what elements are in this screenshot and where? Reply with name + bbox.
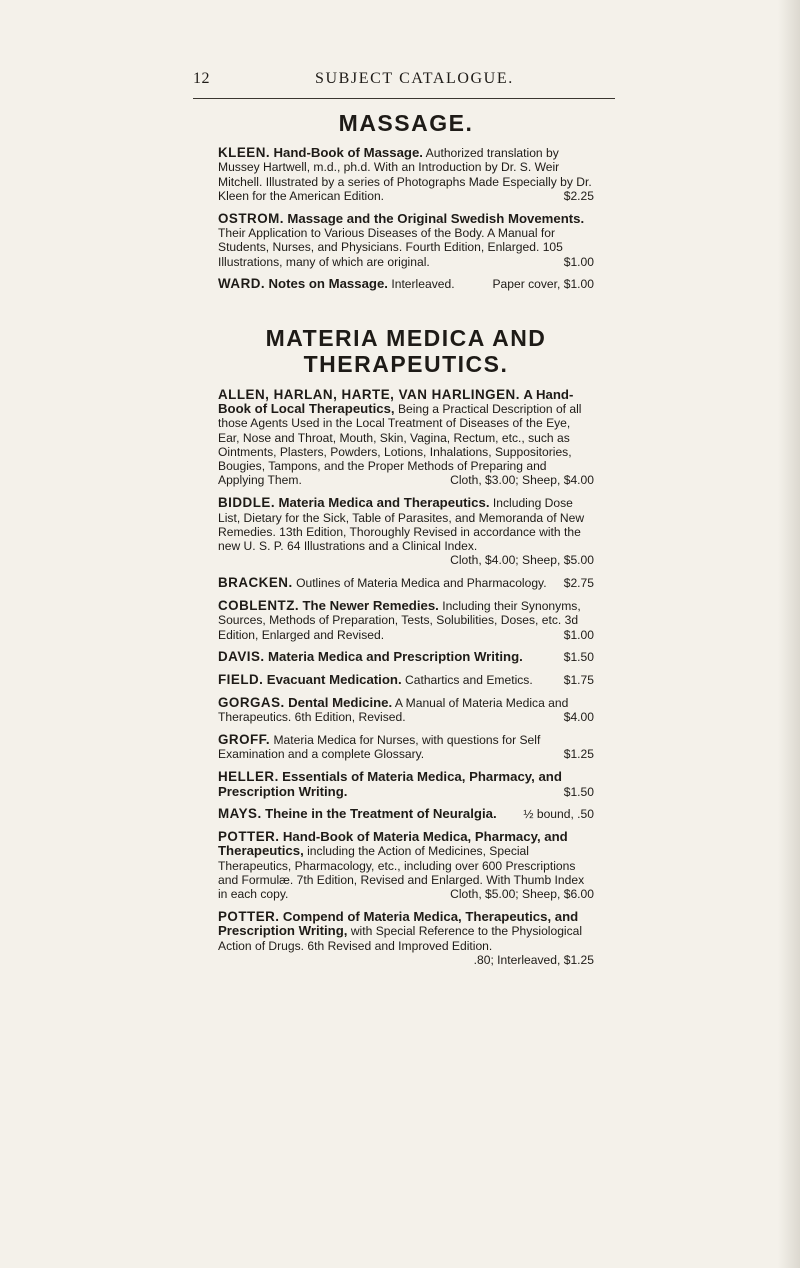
section-heading-massage: MASSAGE. [338, 110, 474, 136]
entry-title: A Hand-Book of Local Therapeutics, [218, 386, 574, 416]
entry-author: POTTER. [218, 909, 280, 925]
catalogue-entry [218, 650, 594, 664]
entry-author: OSTROM. [218, 210, 284, 226]
entry-description: Including Dose List, Dietary for the Sick, Table of Parasites, and Memoranda of New Remedies. 13th Edition, Thoroughly Revised in accordance with the new U. S. P. 64 Illustrations and a Clinical Index. [218, 496, 585, 554]
entry-price: $1.00 [563, 627, 594, 642]
entry-price: Cloth, $3.00; Sheep, $4.00 [450, 473, 594, 488]
entry-title: Compend of Materia Medica, Therapeutics, and Prescription Writing, [218, 909, 579, 939]
section-heading-materia-medica: MATERIA MEDICA AND THERAPEUTICS. [265, 324, 547, 377]
entry-title: Notes on Massage. [268, 276, 388, 292]
header-rule [193, 98, 615, 99]
entry-price: $1.50 [563, 650, 594, 665]
entry-price: $1.50 [563, 784, 594, 799]
entry-title: Materia Medica and Therapeutics. [278, 495, 490, 511]
running-title: SUBJECT CATALOGUE. [315, 70, 514, 87]
entry-author: BIDDLE. [218, 495, 276, 511]
catalogue-entry [218, 146, 594, 203]
entry-description: Interleaved. [391, 277, 455, 292]
entry-title: Hand-Book of Massage. [273, 145, 423, 160]
catalogue-entry [218, 673, 594, 687]
entry-author: POTTER. [218, 829, 280, 845]
entry-author: FIELD. [218, 672, 264, 688]
catalogue-entry [218, 599, 594, 642]
entry-description: Materia Medica for Nurses, with questions for Self Examination and a complete Glossary. [218, 733, 541, 762]
entry-author: HELLER. [218, 769, 279, 785]
entry-price: $1.25 [563, 747, 594, 762]
catalogue-entry [218, 576, 594, 590]
entry-description: with Special Reference to the Physiological Action of Drugs. 6th Revised and Improved Edition. [218, 924, 583, 953]
catalogue-entry [218, 696, 594, 725]
entry-title: Massage and the Original Swedish Movements. [287, 210, 585, 226]
entry-description: Including their Synonyms, Sources, Methods of Preparation, Tests, Solubilities, Doses, etc. 3d Edition, Enlarged and Revised. [218, 599, 581, 642]
entry-price: $1.75 [563, 673, 594, 688]
entry-price: Paper cover, $1.00 [492, 277, 594, 292]
catalogue-entry [218, 277, 594, 291]
entry-author: ALLEN, HARLAN, HARTE, VAN HARLINGEN. [218, 386, 520, 402]
entry-author: MAYS. [218, 806, 262, 822]
entry-price: $4.00 [563, 710, 594, 725]
entry-description: Their Application to Various Diseases of the Body. A Manual for Students, Nurses, and Physicians. Fourth Edition, Enlarged. 105 Illustrations, many of which are original. [218, 225, 563, 269]
entry-title: The Newer Remedies. [302, 598, 439, 614]
catalogue-content [218, 110, 594, 976]
catalogue-entry [218, 212, 594, 269]
entry-author: DAVIS. [218, 649, 265, 665]
entry-price: Cloth, $4.00; Sheep, $5.00 [450, 553, 594, 568]
catalogue-entry [218, 830, 594, 901]
entry-price: $1.00 [563, 254, 594, 269]
entry-author: WARD. [218, 276, 266, 292]
entry-title: Theine in the Treatment of Neuralgia. [265, 806, 497, 822]
entry-author: COBLENTZ. [218, 598, 300, 614]
entry-price: .80; Interleaved, $1.25 [473, 952, 594, 967]
catalogue-entry [218, 807, 594, 821]
page-number: 12 [193, 70, 210, 87]
entry-author: KLEEN. [218, 145, 271, 160]
entry-title: Essentials of Materia Medica, Pharmacy, and Prescription Writing. [218, 769, 562, 799]
entry-price: $2.75 [563, 576, 594, 591]
entry-description: Authorized translation by Mussey Hartwell, m.d., ph.d. With an Introduction by Dr. S. Weir Mitchell. Illustrated by a series of Photographs Made Especially by Dr. Kleen for the American Edition. [218, 146, 592, 203]
entry-author: GROFF. [218, 732, 271, 748]
entry-price: ½ bound, .50 [523, 807, 594, 822]
catalogue-entry [218, 910, 594, 967]
entry-description: A Manual of Materia Medica and Therapeutics. 6th Edition, Revised. [218, 696, 569, 725]
entry-title: Hand-Book of Materia Medica, Pharmacy, and Therapeutics, [218, 829, 568, 859]
catalogue-entry [218, 388, 594, 488]
entry-description: including the Action of Medicines, Special Therapeutics, Pharmacology, etc., including over 600 Prescriptions and Formulæ. 7th Edition, Revised and Enlarged. With Thumb Index in each copy. [218, 844, 585, 902]
catalogue-entry [218, 733, 594, 762]
entry-description: Outlines of Materia Medica and Pharmacology. [296, 576, 547, 591]
catalogue-entry [218, 496, 594, 567]
entry-title: Evacuant Medication. [266, 672, 402, 688]
entry-author: GORGAS. [218, 695, 285, 711]
entry-price: Cloth, $5.00; Sheep, $6.00 [450, 887, 594, 902]
entry-title: Materia Medica and Prescription Writing. [268, 649, 523, 665]
running-head [193, 70, 623, 96]
page-edge-shadow [778, 0, 800, 1268]
entry-price: $2.25 [563, 188, 594, 203]
entry-description: Cathartics and Emetics. [405, 673, 533, 688]
entry-title: Dental Medicine. [288, 695, 393, 711]
entry-author: BRACKEN. [218, 575, 293, 591]
catalogue-entry [218, 770, 594, 799]
entry-description: Being a Practical Description of all those Agents Used in the Local Treatment of Diseases of the Eye, Ear, Nose and Throat, Mouth, Skin, Vagina, Rectum, etc., such as Ointments, Plasters, Powders, Lotions, Inhalations, Suppositories, Bougies, Tampons, and the Proper Methods of Preparing and Applying Them. [218, 401, 582, 488]
